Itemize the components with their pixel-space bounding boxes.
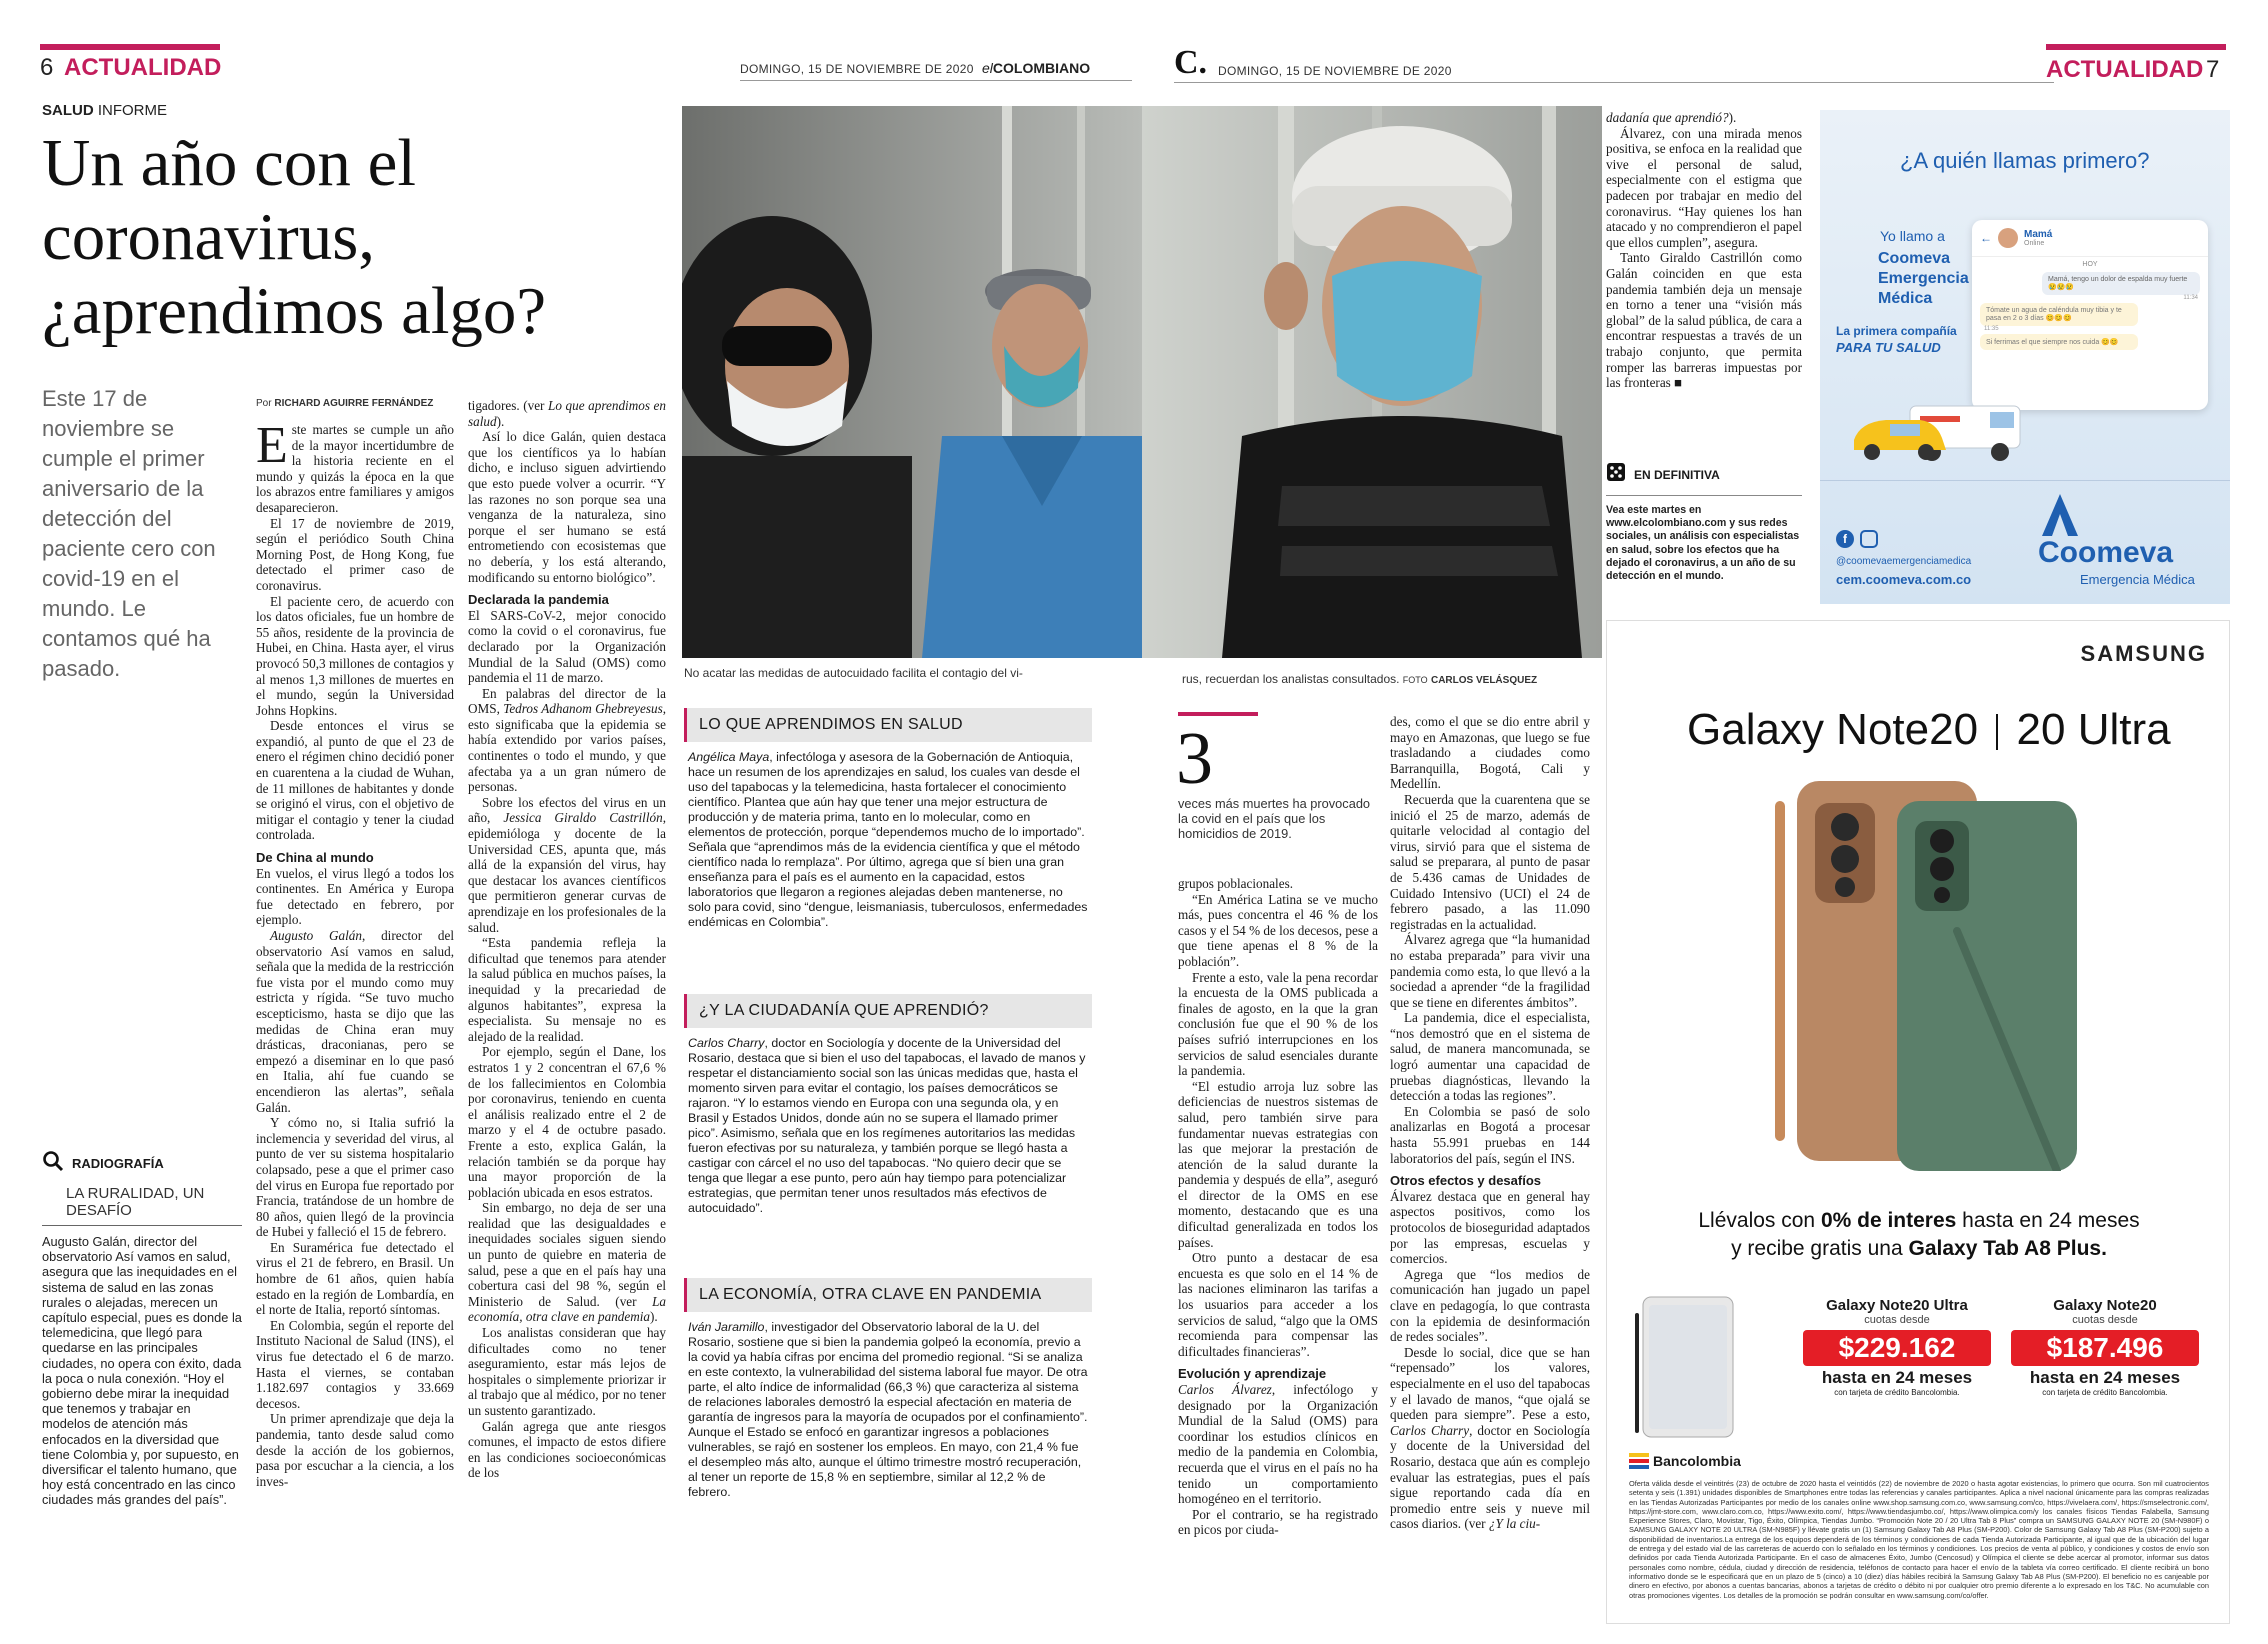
r-col1-subheading: Evolución y aprendizaje — [1178, 1366, 1327, 1382]
offer-ultra-fee-label: cuotas desde — [1864, 1314, 1930, 1326]
box-economia-title: LA ECONOMÍA, OTRA CLAVE EN PANDEMIA — [684, 1278, 1092, 1312]
r-col1-p6: , infectólogo y designado por la Organización Mundial de la Salud (OMS) para coordinar los estudios clínicos en medio de la pandemia en Colombia, recuerda que el virus en el país no ha tenido un comportamiento homogéneo en el territorio. — [1178, 1382, 1378, 1507]
end-mark: ■ — [1674, 375, 1683, 391]
chat-msg-2: Tómate un agua de caléndula muy tibia y te pasa en 2 o 3 días 😊😊😊 — [1980, 303, 2138, 326]
promo-line-2-a: y recibe gratis una — [1731, 1237, 1909, 1260]
left-page-number: 6 — [40, 54, 54, 81]
r-col2-p6: Álvarez destaca que en general hay aspectos positivos, como los protocolos de bioseguridad adaptados por las empresas, escuelas y comercios. — [1390, 1188, 1590, 1267]
chat-avatar — [1998, 228, 2018, 248]
chat-day: HOY — [2082, 261, 2098, 268]
chat-contact: Mamá — [2024, 229, 2053, 240]
col1-subheading: De China al mundo — [256, 850, 374, 866]
col2-p8-ref: La economía, otra clave en pandemia — [468, 1293, 666, 1325]
col2-p6: “Esta pandemia refleja la dificultad que tenemos para atender la salud pública en muchos países, la inequidad y la precariedad de algunos habitantes”, expresa la especialista. Su mensaje no es alejado de la realidad. — [468, 935, 666, 1044]
stat-text: veces más muertes ha provocado la covid en el país que los homicidios de 2019. — [1178, 796, 1371, 841]
r-col2-p5: En Colombia se pasó de solo analizarlas en Bogotá a procesar hasta 55.991 pruebas en 144 laboratorios del país, según el INS. — [1390, 1103, 1590, 1166]
col2-p1: tigadores. (ver — [468, 398, 549, 413]
r-col2-p8-ref: ¿Y la ciu- — [1488, 1516, 1541, 1532]
col1-p10: Un primer aprendizaje que deja la pandemia, tanto desde salud como desde la acción de los gobiernos, pasa por escuchar a la ciencia, a los inves- — [256, 1411, 454, 1489]
social-icons — [1836, 530, 1878, 548]
en-definitiva-rule — [1606, 495, 1802, 496]
samsung-product — [1687, 705, 2171, 755]
chat-msg-1: Mamá, tengo un dolor de espalda muy fuerte 😢😢😢 — [2042, 272, 2200, 295]
product-name: Galaxy Note20 — [1687, 705, 1979, 754]
col2-p5-b: , epidemióloga y docente de la Universidad CES, apunta que, más allá de la expansión del virus, hay que destacar los avances científicos que permitieron generar curvas de aprendizaje en los profesionales de la salud. — [468, 810, 666, 935]
r-col2-p2: Recuerda que la cuarentena que se inició el 25 de marzo, además de quitarle velocidad al contagio del virus, sirvió para que el sistema de salud se preparara, al punto de pasar de 5.436 camas de Unidades de Cuidado Intensivo (UCI) el 24 de febrero pasado, a las 11.090 registradas en la actualidad. — [1390, 791, 1590, 932]
col2-p4-b: , esto significaba que la epidemia se había extendido por varios países, continentes o todo el mundo, y que afectaba ya a un gran número de personas. — [468, 701, 666, 795]
chat-status: Online — [2024, 240, 2045, 247]
col1-p6-name: Augusto Galán — [270, 928, 362, 943]
r-col1-p7: Por el contrario, se ha registrado en picos por ciuda- — [1178, 1506, 1378, 1538]
offer-ultra-name: Galaxy Note20 Ultra — [1826, 1297, 1968, 1314]
col1-p1: ste martes se cumple un año de la mayor incertidumbre de la historia reciente en el mundo y quizás la época en la que los abrazos entre familiares y amigos desaparecieron. — [256, 422, 454, 515]
left-header-brand — [982, 60, 1090, 76]
box-economia — [684, 1278, 1092, 1500]
box-ciudadania-text: , doctor en Sociología y docente de la Universidad del Rosario, destaca que si bien el uso del tapabocas, el lavado de manos y respetar el distanciamiento social son las únicas medidas que, hasta el momento sirven para evitar el contagio, los países democráticos se rajaron. “Y lo estamos viendo en Europa con una segunda ola, y en Brasil y Estados Unidos, donde aún no se supera el llamado primer pico”. Asimismo, señala que en los regímenes autoritarios las medidas fueron efectivas por su naturaleza, y también porque se llegó hasta a castigar con cárcel el no uso del tapabocas. “No quiero decir que se tenga que llegar a ese punto, pero aún hay tiempo para potencializar estrategias, que permitan tener unos resultados más efectivos de autocuidado”. — [688, 1036, 1086, 1215]
facebook-icon[interactable]: f — [1836, 530, 1854, 548]
r-col2-p8-name: Carlos Charry — [1390, 1422, 1470, 1438]
col1-p2: El 17 de noviembre de 2019, según el periódico South China Morning Post, de Hong Kong, fue detectado el primer caso de coronavirus. — [256, 515, 454, 593]
r-col3-p2: Álvarez, con una mirada menos positiva, se enfoca en la realidad que vive el personal de salud, especialmente con el estigma que padecen por trabajar en medio del coronavirus. “Hay quienes los han atacado y no comprendieron el papel que ellos cumplen”, asegura. — [1606, 125, 1802, 250]
galaxy-tab-illustration — [1633, 1293, 1743, 1443]
box-salud-text: , infectóloga y asesora de la Gobernación de Antioquia, hace un resumen de los aprendizajes en salud, los cuales van desde el uso del tapabocas y la telemedicina, hasta fortalecer el conocimiento científico. Plantea que aún hay que tener una mejor estructura de producción y de materia prima, tanto en lo molecular, como en elementos de protección, porque “dependemos mucho de lo importado”. Señala que “aprendimos más de la evidencia científica y que el método científico nada lo remplaza”. Por último, agrega que sí bien una gran enseñanza para el país es el aumento en la capacidad, estos laboratorios que llegaron a regiones alejadas deben mantenerse, no solo para covid, sino “dengue, leismaniasis, tuberculosos, enfermedades endémicas en Colombia”. — [688, 750, 1088, 929]
box-economia-lead: Iván Jaramillo — [688, 1320, 765, 1334]
ambulance-taxi-illustration — [1850, 390, 2040, 470]
coomeva-question: ¿A quién llamas primero? — [1900, 148, 2150, 173]
subway-photo — [682, 106, 1602, 658]
right-header-date: DOMINGO, 15 DE NOVIEMBRE DE 2020 — [1218, 64, 1452, 78]
coomeva-tag-2: PARA TU SALUD — [1836, 340, 1941, 355]
col2-p10: Galán agrega que ante riesgos comunes, el impacto de estos difiere en las condiciones socioeconómicas de los — [468, 1418, 666, 1481]
right-column-1 — [1178, 876, 1378, 1538]
radiografia-box — [42, 1150, 242, 1580]
r-col1-p2: “En América Latina se ve mucho más, pues concentra el 46 % de los casos y el 54 % de los decesos, pese a que tiene apenas el 8 % de la población”. — [1178, 891, 1378, 969]
product-ultra: 20 Ultra — [2016, 705, 2171, 754]
offer-note20-name: Galaxy Note20 — [2053, 1297, 2157, 1314]
coomeva-i-call: Yo llamo a — [1880, 228, 1945, 244]
samsung-ad[interactable] — [1606, 620, 2230, 1624]
stat-number: 3 — [1176, 718, 1213, 800]
dice-icon — [1606, 462, 1626, 487]
kicker-bold: SALUD — [42, 102, 94, 119]
product-separator — [1996, 714, 1998, 750]
right-section-label: ACTUALIDAD — [2046, 56, 2204, 83]
r-col2-p3: Álvarez agrega que “la humanidad no estaba preparada” para vivir una pandemia como esta, lo que llevó a la sociedad a aprender “de la fragilidad que se tiene en diferentes ámbitos”. — [1390, 932, 1590, 1010]
article-lead: Este 17 de noviembre se cumple el primer aniversario de la detección del paciente cero con covid-19 en el mundo. Le contamos qué ha pasado. — [42, 386, 216, 681]
r-col3-p3: Tanto Giraldo Castrillón como Galán coinciden en que esta pandemia también deja un mensaje en torno a tener una “visión más global” de la salud pública, de cara a encontrar respuestas a través de un trabajo conjunto, que permita romper las barreras impuestas por las fronteras — [1606, 250, 1802, 391]
col2-p1-ref: Lo que aprendimos en salud — [468, 398, 666, 429]
box-salud — [684, 708, 1092, 930]
col2-p4-name: Tedros Adhanom Ghebreyesus — [503, 701, 663, 717]
left-header-date: DOMINGO, 15 DE NOVIEMBRE DE 2020 — [740, 62, 974, 76]
box-ciudadania-title: ¿Y LA CIUDADANÍA QUE APRENDIÓ? — [684, 994, 1092, 1028]
promo-line-2 — [1607, 1237, 2230, 1261]
coomeva-brand-3: Médica — [1878, 290, 1933, 307]
r-col2-p7: Agrega que “los medios de comunicación han jugado un papel clave en pedagogía, lo que contrasta con la epidemia de desinformación de redes sociales”. — [1390, 1266, 1590, 1345]
chat-time-2: 11:35 — [1984, 326, 1999, 332]
box-economia-body — [684, 1312, 1092, 1500]
offer-ultra-card: con tarjeta de crédito Bancolombia. — [1834, 1388, 1960, 1397]
col1-p6: , director del observatorio Así vamos en salud, señala que la medida de la restricción fue vista por el mundo como muy estricta y rígida. “Se tuvo mucho escepticismo, hasta se dijo que las medidas de China eran muy drásticas, draconianas, pero se empezó a diseminar en lo que pasó en Italia, ahí fue cuando se encendieron las alertas”, señala Galán. — [256, 928, 454, 1115]
samsung-fine-print: Oferta válida desde el veintitrés (23) de octubre de 2020 hasta el veintidós (22) de noviembre de 2020 o hasta agotar existencias, lo primero que ocurra. Son mil cuatrocientos setenta y seis (1.391) unidades disponibles de Smartphones entre todas las referencias y canales participantes. Aplica a nivel nacional únicamente para las compras realizadas en las Tiendas Autorizadas Participantes por medio de los canales online www.shop.samsung.com.co, www.samsung.com/co, https://vivelaera.com/, https://smselectronic.com/, https://jmt-store.com, www.claro.com.co, https://www.exito.com/, https://www.tiendasjumbo.co/, https://www.olimpica.com/y los canales físicos Tiendas Falabella, Samsung Experience Stores, Claro, Movistar, Tigo, Éxito, Olímpica, Tiendas Jumbo. “Promoción Note 20 / 20 Ultra Tab 8 Plus” compra un SAMSUNG GALAXY NOTE 20 (SM-N980F) o SAMSUNG GALAXY NOTE 20 ULTRA (SM-N985F) y llévate gratis un (1) Samsung Galaxy Tab A8 Plus (SM-P200). Color de Samsung Galaxy Tab A8 Plus (SM-P200) sujeto a disponibilidad de inventarios.La entrega de los equipos dependerá de los términos y condiciones de cada Tienda Autorizada Participante, al igual que de la ubicación del lugar de entrega y del estado vial de las carreteras de acuerdo con lo señalado en los términos y condiciones. Los precios de venta al público, y condiciones y costos de envío son definidos por cada Tienda Autorizada Participante. En el caso de almacenes Éxito, Jumbo (Cencosud) y Olímpica el cliente se debe acercar al promotor, informar sus datos personales como nombre, cédula, ciudad y dirección de residencia, teléfonos de contacto para hacer el envío de la tableta vía correo certificado. El cliente recibirá un bono informativo donde se le especificará que en un plazo de 5 (cinco) a 10 (diez) días hábiles recibirá la Samsung Galaxy Tab A8 Plus (SM-P200). El beneficio no es canjeable por dinero en efectivo, por abonos a cuentas bancarias, abonos a tarjetas de crédito o débito ni por cualquier otro premio diferente a lo expresado en los T&C. No acumulable con otras promociones vigentes. Los detalles de la promoción se podrán consultar en www.samsung.com/co/offer. — [1629, 1479, 2209, 1600]
drop-cap: E — [256, 417, 288, 474]
coomeva-tag-1: La primera compañía — [1836, 324, 1957, 338]
col2-p8: Sin embargo, no deja de ser una realidad que las desigualdades e inequidades sociales siguen siendo un punto de quiebre en materia de salud, pese a que en el país hay una cobertura casi del 98 %, según el Ministerio de Salud. (ver — [468, 1200, 666, 1309]
offer-ultra-months: hasta en 24 meses — [1821, 1368, 1973, 1387]
promo-line-2-bold: Galaxy Tab A8 Plus. — [1908, 1237, 2107, 1260]
right-column-2 — [1390, 714, 1590, 1532]
box-economia-text: , investigador del Observatorio laboral de la U. del Rosario, sostiene que si bien la pandemia golpeó la economía, previo a la covid ya había cifras por encima del promedio regional. “Si se analiza en este contexto, la vulnerabilidad del sistema laboral fue mayor. De otra parte, el alto índice de informalidad (66,3 %) que caracteriza al sistema de relaciones laborales demostró la especial afectación en materia de garantía de ingresos para la mayoría de ocupados por el confinamiento”. Aunque el Estado se enfocó en garantizar ingresos a poblaciones vulnerables, se rajó en sostener los empleos. En mayo, con 21,4 % fue el desempleo más alto, aunque el último trimestre mostró recuperación, al tener un reporte de 15,8 % en septiembre, similar al 12,2 % de febrero. — [688, 1320, 1088, 1499]
brand-name: COLOMBIANO — [992, 60, 1091, 76]
radiografia-rule — [42, 1225, 242, 1226]
col2-p3: El SARS-CoV-2, mejor conocido como la covid o el coronavirus, fue declarado por la Organización Mundial de la Salud (OMS) como pandemia el 11 de marzo. — [468, 607, 666, 686]
col1-p5: En vuelos, el virus llegó a todos los continentes. En América y Europa fue detectado en febrero, por ejemplo. — [256, 865, 454, 928]
promo-line-1-a: Llévalos con — [1698, 1209, 1821, 1232]
col1-p3: El paciente cero, de acuerdo con los datos oficiales, fue un hombre de 55 años, residente de la provincia de Hubei, en China. Hasta ayer, el virus provocó 50,3 millones de contagios y al menos 1,3 millones de muertes en el mundo, según la Universidad Johns Hopkins. — [256, 593, 454, 718]
left-header-accent-bar — [40, 44, 220, 50]
col2-subheading: Declarada la pandemia — [468, 592, 609, 608]
instagram-icon[interactable] — [1860, 530, 1878, 548]
stat-accent-bar — [1178, 712, 1258, 716]
col1-p7: Y cómo no, si Italia sufrió la inclemencia y severidad del virus, al punto de ver su sistema hospitalario colapsado, pese a que el primer caso del virus en Europa fue reportado por Francia, tratándose de un hombre de 80 años, quien llegó de la provincia de Hubei y falleció el 15 de febrero. — [256, 1115, 454, 1240]
subway-photo-illustration — [682, 106, 1602, 658]
col1-p9: En Colombia, según el reporte del Instituto Nacional de Salud (INS), el virus fue detectado el 6 de marzo. Hasta el viernes, se contaban 1.182.697 contagios y 33.669 decesos. — [256, 1317, 454, 1411]
box-ciudadania-lead: Carlos Charry — [688, 1036, 765, 1050]
box-ciudadania — [684, 994, 1092, 1216]
coomeva-brand-1: Coomeva — [1878, 250, 1951, 267]
box-ciudadania-body — [684, 1028, 1092, 1216]
magnifier-icon — [42, 1150, 64, 1177]
col2-p1-end: ). — [496, 413, 505, 429]
samsung-brand: SAMSUNG — [2080, 641, 2207, 666]
photo-caption-right-text: rus, recuerdan los analistas consultados. — [1182, 672, 1400, 686]
box-salud-body — [684, 742, 1092, 930]
byline — [256, 398, 433, 409]
box-salud-lead: Angélica Maya — [688, 750, 770, 764]
article-column-1 — [256, 417, 454, 1489]
col2-p5-name: Jessica Giraldo Castrillón — [503, 810, 663, 826]
en-definitiva-box — [1606, 462, 1802, 583]
col2-p7: Por ejemplo, según el Dane, los estratos 1 y 2 concentran el 67,6 % de los fallecimientos en Colombia por coronavirus, teniendo en cuenta el análisis realizado entre el 2 de marzo y el 4 de octubre pasado. Frente a esto, explica Galán, la relación también se da porque hay una mayor proporción de la población ubicada en esos estratos. — [468, 1044, 666, 1200]
col2-p8-end: ). — [650, 1309, 658, 1325]
offer-ultra-price: $229.162 — [1803, 1330, 1991, 1366]
col1-p8: En Suramérica fue detectado el virus el 21 de febrero, en Brasil. Un hombre de 61 años, quien había estado en la región de Lombardía, en el norte de Italia, reportó síntomas. — [256, 1239, 454, 1318]
right-header-rule — [1174, 82, 2054, 83]
photo-caption-left: No acatar las medidas de autocuidado facilita el contagio del vi- — [684, 666, 1023, 680]
box-salud-title: LO QUE APRENDIMOS EN SALUD — [684, 708, 1092, 742]
r-col3-ref-end: ). — [1728, 110, 1737, 125]
left-header-rule — [740, 80, 1132, 81]
coomeva-brand-2: Emergencia — [1878, 270, 1969, 287]
offer-note20-price: $187.496 — [2011, 1330, 2199, 1366]
article-column-2 — [468, 398, 666, 1481]
r-col1-p6-name: Carlos Álvarez — [1178, 1382, 1272, 1397]
right-page-number: 7 — [2206, 56, 2220, 83]
right-header-logo: C. — [1174, 44, 1208, 81]
col2-p2: Así lo dice Galán, quien destaca que los científicos ya lo habían dicho, e incluso siguen advirtiendo que esto puede volver a ocurrir. “Y las razones no son porque sea una venganza de la naturaleza, sino porque el ser humano se está entrometiendo con ecosistemas que no debería, y los está alterando, modificando su entorno biológico”. — [468, 429, 666, 585]
bancolombia-name: Bancolombia — [1653, 1453, 1741, 1469]
radiografia-label: RADIOGRAFÍA — [72, 1156, 164, 1171]
r-col2-subheading: Otros efectos y desafíos — [1390, 1173, 1541, 1189]
chat-phone — [1972, 220, 2208, 410]
left-section-label: ACTUALIDAD — [64, 54, 222, 81]
right-column-3 — [1606, 110, 1802, 391]
article-headline: Un año con el coronavirus, ¿aprendimos algo? — [42, 126, 547, 348]
col2-p9: Los analistas consideran que hay dificultades como no tener aseguramiento, estar más lejos de hospitales o simplemente priorizar ir al trabajo que al médico, por no tener un sustento garantizado. — [468, 1325, 666, 1418]
offer-note20-months: hasta en 24 meses — [2029, 1368, 2181, 1387]
offer-note20-fee-label: cuotas desde — [2072, 1314, 2138, 1326]
photo-credit-label: FOTO — [1402, 675, 1428, 685]
coomeva-ad[interactable] — [1820, 110, 2230, 604]
coomeva-logo-icon — [2038, 492, 2082, 542]
article-kicker — [42, 102, 167, 119]
promo-line-1-b: hasta en 24 meses — [1956, 1209, 2140, 1232]
coomeva-logo-main: Coomeva — [2038, 536, 2174, 569]
en-definitiva-text: Vea este martes en www.elcolombiano.com y sus redes sociales, un análisis con especialistas en salud, sobre los efectos que ha dejado el coronavirus, a un año de su detección en el mundo. — [1606, 504, 1800, 583]
promo-line-1 — [1607, 1209, 2230, 1233]
radiografia-title: LA RURALIDAD, UN DESAFÍO — [66, 1185, 205, 1219]
r-col3-ref: dadanía que aprendió? — [1606, 110, 1729, 125]
offer-note20 — [2011, 1297, 2199, 1397]
galaxy-phones-illustration — [1757, 781, 2087, 1171]
coomeva-divider — [1820, 480, 2230, 481]
col2-p5-a: Sobre los efectos del virus en un año, — [468, 794, 666, 826]
r-col1-p3: Frente a esto, vale la pena recordar la encuesta de la OMS publicada a finales de agosto, en la que la gran conclusión fue que el 90 % de los países sufrió interrupciones en los servicios de salud esenciales durante la pandemia. — [1178, 969, 1378, 1079]
bancolombia-icon — [1629, 1453, 1649, 1469]
coomeva-social-handle[interactable]: @coomevaemergenciamedica — [1836, 556, 1972, 567]
photo-caption-right — [1182, 672, 1537, 686]
coomeva-logo-sub: Emergencia Médica — [2080, 572, 2195, 587]
radiografia-body: Augusto Galán, director del observatorio Así vamos en salud, asegura que las inequidades en el sistema de salud en las zonas rurales o alejadas, merecen un capítulo especial, pues es donde la telemedicina, que llegó para quedarse en las principales ciudades, no opera con éxito, dada la poca o nula conexión. “Hoy el gobierno debe mirar la inequidad que tenemos y trabajar en modelos de atención más enfocados en la diversidad que tiene Colombia y, por supuesto, en diversificar el talento humano, que hoy está concentrado en las cinco ciudades más grandes del país”. — [42, 1234, 242, 1508]
chat-time-1: 11:34 — [2183, 295, 2198, 301]
kicker-light: INFORME — [97, 102, 168, 119]
r-col1-p1: grupos poblacionales. — [1178, 876, 1293, 891]
r-col1-p4: “El estudio arroja luz sobre las deficiencias de nuestros sistemas de salud, pero también sirve para fundamentar nuevas estrategias con las que mejorar la prestación de atención de la salud durante la pandemia y después de ella”, aseguró el director de la OMS en ese momento, destacando que es una dificultad generalizada en todos los países. — [1178, 1078, 1378, 1250]
brand-prefix: el — [982, 60, 993, 76]
promo-line-1-bold: 0% de interes — [1820, 1209, 1957, 1232]
col1-p4: Desde entonces el virus se expandió, al punto de que el 23 de enero el régimen chino decidió poner en cuarentena a la ciudad de Wuhan, de 11 millones de habitantes y donde se originó el virus, con el objetivo de mitigar el contagio y tener la ciudad controlada. — [256, 718, 454, 843]
photo-credit-name: CARLOS VELÁSQUEZ — [1430, 675, 1538, 686]
offer-ultra — [1803, 1297, 1991, 1397]
right-header-accent-bar — [2046, 44, 2226, 50]
r-col1-p5: Otro punto a destacar de esa encuesta es que solo en el 14 % de las naciones eliminaron las tarifas a los usuarios para acceder a los servicios de salud, “algo que la OMS recomienda para compensar las dificultades financieras”. — [1178, 1250, 1378, 1359]
radiografia-header — [42, 1150, 242, 1177]
en-definitiva-label: EN DEFINITIVA — [1634, 467, 1720, 482]
offer-note20-card: con tarjeta de crédito Bancolombia. — [2042, 1388, 2168, 1397]
chat-back-icon: ← — [1980, 230, 1992, 245]
r-col2-p8-b: , doctor en Sociología y docente de la Universidad del Rosario, destaca que aún es complejo evaluar las estrategias, pues el país sigue reportando cada día en promedio entre seis y nueve mil casos diarios. (ver — [1390, 1422, 1591, 1532]
byline-name: RICHARD AGUIRRE FERNÁNDEZ — [274, 398, 434, 409]
r-col2-p4: La pandemia, dice el especialista, “nos demostró que en el sistema de salud, de manera mancomunada, se logró aumentar una capacidad de pruebas diagnósticas, llevando la detección a todas las regiones”. — [1390, 1010, 1590, 1104]
chat-msg-3: Si ferrimas el que siempre nos cuida 😊😊 — [1980, 334, 2138, 350]
r-col2-p1: des, como el que se dio entre abril y mayo en Amazonas, que luego se fue trasladando a ciudades como Barranquilla, Bogotá, Cali y Medellín. — [1390, 714, 1590, 792]
r-col2-p8-a: Desde lo social, dice que se han “repensado” los valores, especialmente en el uso del tapabocas y el lavado de manos, “que ojalá se queden para siempre”. Pese a esto, — [1390, 1344, 1590, 1423]
coomeva-website[interactable]: cem.coomeva.com.co — [1836, 572, 1972, 587]
bancolombia-logo — [1629, 1453, 1741, 1469]
col2-p4-a: En palabras del director de la OMS, — [468, 685, 666, 717]
byline-prefix: Por — [256, 398, 272, 409]
